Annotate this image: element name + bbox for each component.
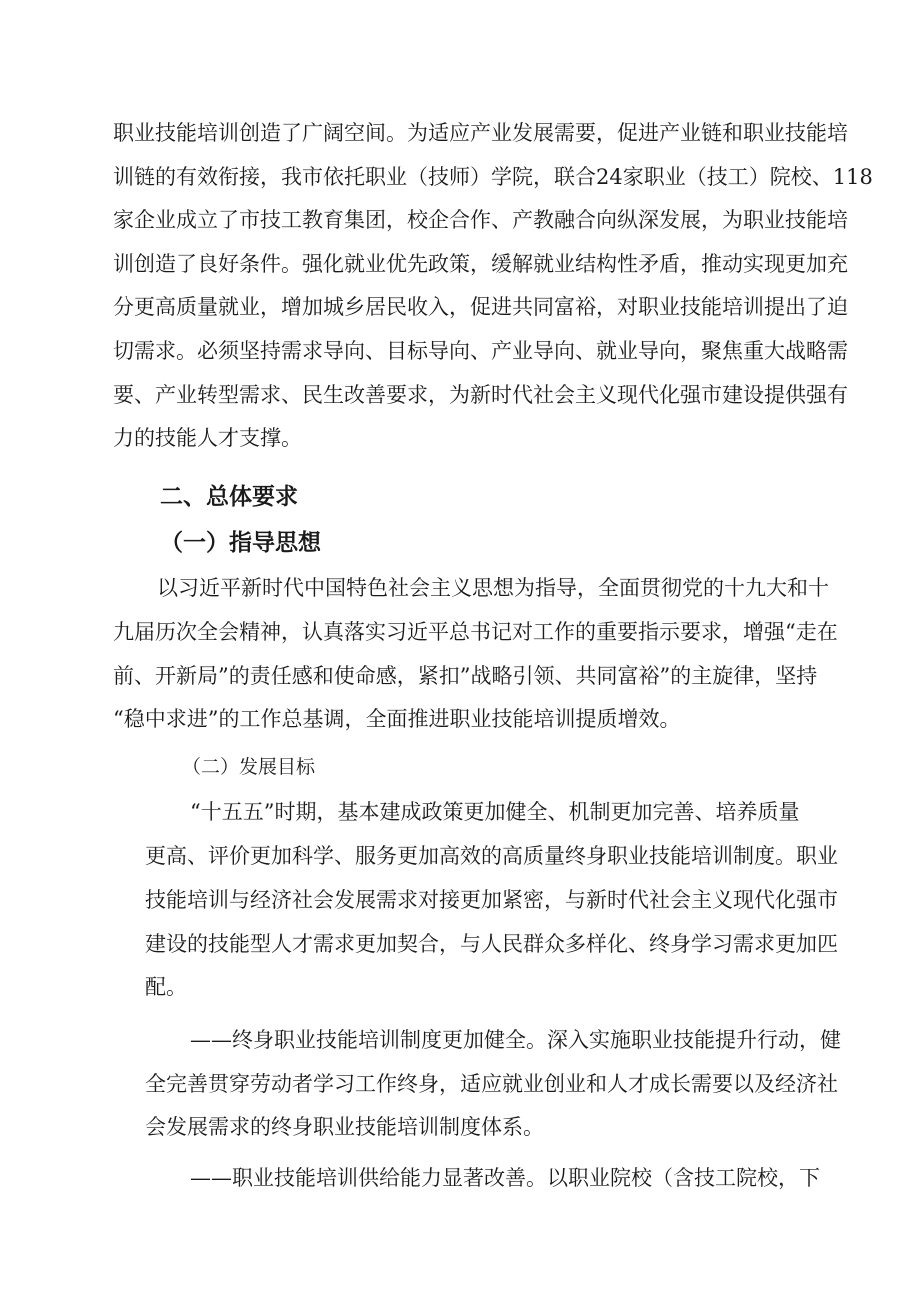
paragraph1-line-5: 分更高质量就业，增加城乡居民收入，促进共同富裕，对职业技能培训提出了迫 bbox=[113, 295, 848, 319]
paragraph1-line-2: 训链的有效衔接，我市依托职业（技师）学院，联合24家职业（技工）院校、118 bbox=[113, 165, 873, 189]
paragraph3-line-1: “十五五”时期，基本建成政策更加健全、机制更加完善、培养质量 bbox=[190, 800, 800, 824]
paragraph1-line-1: 职业技能培训创造了广阔空间。为适应产业发展需要，促进产业链和职业技能培 bbox=[113, 121, 848, 145]
paragraph3-line-4: 建设的技能型人才需求更加契合，与人民群众多样化、终身学习需求更加匹 bbox=[145, 932, 838, 956]
paragraph2-line-4: “稳中求进”的工作总基调，全面推进职业技能培训提质增效。 bbox=[113, 707, 681, 731]
section-heading: 二、总体要求 bbox=[160, 484, 298, 510]
paragraph1-line-7: 要、产业转型需求、民生改善要求，为新时代社会主义现代化强市建设提供强有 bbox=[113, 383, 848, 407]
paragraph2-line-1: 以习近平新时代中国特色社会主义思想为指导，全面贯彻党的十九大和十 bbox=[157, 576, 829, 600]
paragraph1-line-8: 力的技能人才支撑。 bbox=[113, 426, 302, 450]
paragraph3-line-3: 技能培训与经济社会发展需求对接更加紧密，与新时代社会主义现代化强市 bbox=[145, 888, 838, 912]
sub-heading-development-goals: （二）发展目标 bbox=[182, 756, 316, 778]
paragraph1-line-6: 切需求。必须坚持需求导向、目标导向、产业导向、就业导向，聚焦重大战略需 bbox=[113, 339, 848, 363]
paragraph5-line-1: ——职业技能培训供给能力显著改善。以职业院校（含技工院校，下 bbox=[190, 1166, 820, 1190]
paragraph1-line-4: 训创造了良好条件。强化就业优先政策，缓解就业结构性矛盾，推动实现更加充 bbox=[113, 252, 848, 276]
paragraph2-line-2: 九届历次全会精神，认真落实习近平总书记对工作的重要指示要求，增强“走在 bbox=[113, 620, 838, 644]
paragraph4-line-3: 会发展需求的终身职业技能培训制度体系。 bbox=[145, 1115, 544, 1139]
paragraph3-line-2: 更高、评价更加科学、服务更加高效的高质量终身职业技能培训制度。职业 bbox=[145, 844, 838, 868]
paragraph4-line-1: ——终身职业技能培训制度更加健全。深入实施职业技能提升行动，健 bbox=[190, 1028, 841, 1052]
paragraph1-line-3: 家企业成立了市技工教育集团，校企合作、产教融合向纵深发展，为职业技能培 bbox=[113, 208, 848, 232]
paragraph4-line-2: 全完善贯穿劳动者学习工作终身，适应就业创业和人才成长需要以及经济社 bbox=[145, 1072, 838, 1096]
paragraph2-line-3: 前、开新局”的责任感和使命感，紧扣”战略引领、共同富裕”的主旋律，坚持 bbox=[113, 664, 818, 688]
sub-heading-guiding-ideology: （一）指导思想 bbox=[160, 530, 321, 556]
paragraph3-line-5: 配。 bbox=[145, 975, 187, 999]
